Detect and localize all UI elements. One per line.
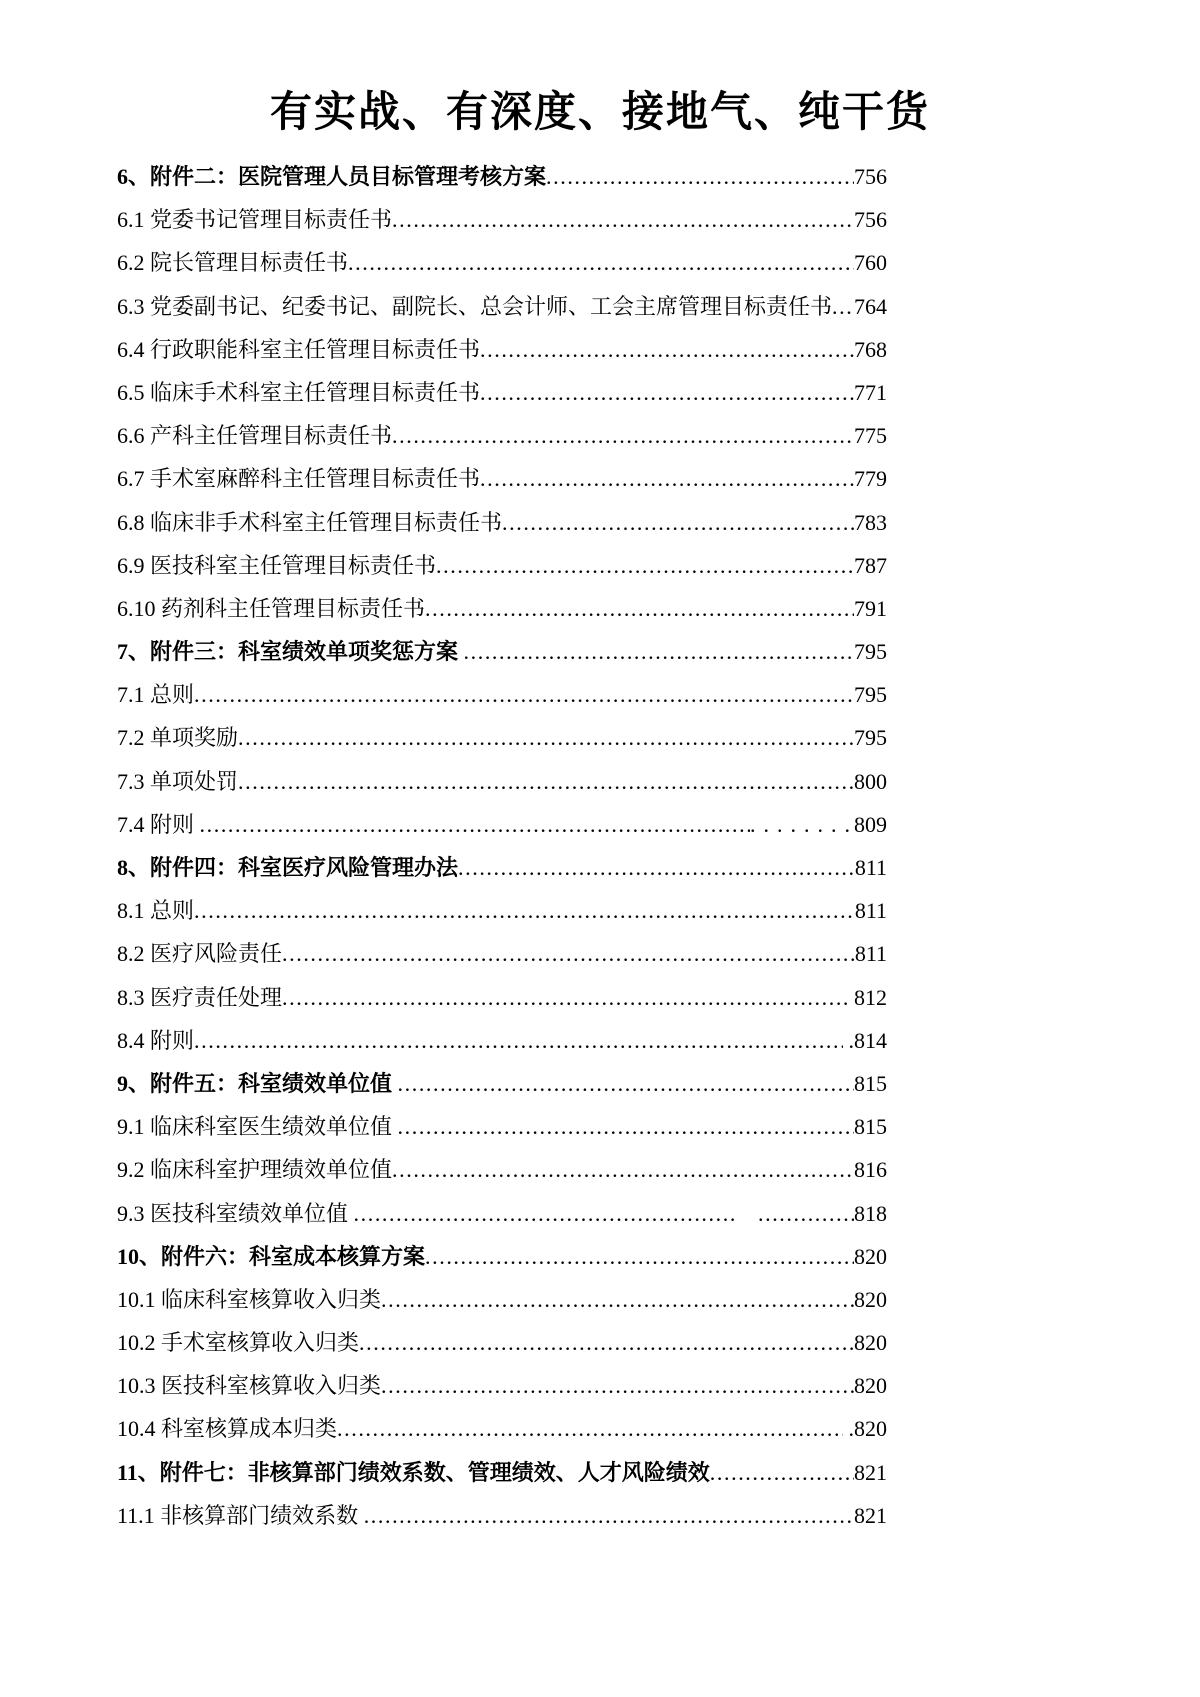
dot-leader (194, 673, 854, 716)
toc-entry-label: 6.10 药剂科主任管理目标责任书 (117, 595, 426, 621)
toc-entry-label: 6.8 临床非手术科室主任管理目标责任书 (117, 509, 503, 535)
toc-entry-label: 9.3 医技科室绩效单位值 (117, 1200, 354, 1226)
toc-entry-page: 787 (854, 552, 887, 578)
toc-entry-page: 811 (854, 855, 887, 880)
toc-entry-label: 7.2 单项奖励 (117, 725, 239, 751)
toc-entry-page: 795 (854, 682, 887, 708)
toc-entry-page: 775 (854, 423, 887, 449)
toc-entry-label: 9、附件五：科室绩效单位值 (117, 1070, 398, 1096)
dot-leader (392, 414, 854, 457)
dot-leader (710, 1451, 854, 1494)
dot-leader (546, 155, 854, 198)
dot-leader (359, 1321, 854, 1364)
toc-entry[interactable] (117, 630, 887, 673)
toc-entry[interactable] (117, 1321, 887, 1364)
toc-entry[interactable] (117, 414, 887, 457)
toc-entry[interactable] (117, 932, 887, 975)
toc-entry-label: 6.6 产科主任管理目标责任书 (117, 423, 393, 449)
toc-entry-label: 10.2 手术室核算收入归类 (117, 1330, 360, 1356)
toc-entry-label: 10.3 医技科室核算收入归类 (117, 1373, 382, 1399)
dot-leader (480, 371, 854, 414)
dot-leader (480, 328, 854, 371)
toc-entry[interactable] (117, 1364, 887, 1407)
toc-entry-label: 9.1 临床科室医生绩效单位值 (117, 1114, 398, 1140)
toc-entry[interactable] (117, 155, 887, 198)
dot-leader (337, 1407, 843, 1450)
dot-leader (238, 760, 854, 803)
toc-entry-label: 7.4 附则 (117, 811, 200, 837)
toc-entry-label: 7.3 单项处罚 (117, 768, 239, 794)
toc-entry-page: 809 (854, 811, 887, 837)
toc-entry[interactable] (117, 976, 887, 1019)
toc-entry[interactable] (117, 1451, 887, 1494)
toc-entry-page: 820 (854, 1286, 887, 1312)
toc-entry[interactable] (117, 1407, 887, 1450)
toc-entry-page: 756 (854, 164, 887, 189)
toc-entry[interactable] (117, 760, 887, 803)
dot-leader (398, 1105, 854, 1148)
toc-entry[interactable] (117, 328, 887, 371)
dot-leader (200, 803, 750, 846)
toc-entry-page: 815 (854, 1070, 887, 1096)
toc-entry[interactable] (117, 1148, 887, 1191)
toc-entry[interactable] (117, 241, 887, 284)
dot-leader (194, 889, 855, 932)
toc-entry-label: 11.1 非核算部门绩效系数 (117, 1502, 364, 1528)
toc-entry-label: 6.9 医技科室主任管理目标责任书 (117, 552, 437, 578)
toc-entry[interactable] (117, 1494, 887, 1537)
dot-leader (282, 932, 855, 975)
toc-entry-page: 815 (854, 1114, 887, 1140)
toc-entry-page: 818 (854, 1200, 887, 1226)
toc-entry-label: 8、附件四：科室医疗风险管理办法 (117, 855, 459, 880)
dot-leader (458, 846, 855, 889)
toc-entry[interactable] (117, 889, 887, 932)
toc-entry-page: 820 (854, 1330, 887, 1356)
toc-entry-page: 821 (854, 1502, 887, 1528)
toc-entry-label: 10.4 科室核算成本归类 (117, 1416, 338, 1442)
toc-entry-page: 779 (854, 466, 887, 492)
toc-entry[interactable] (117, 716, 887, 759)
dot-leader (502, 501, 854, 544)
toc-entry[interactable] (117, 1278, 887, 1321)
toc-entry-label: 8.4 附则 (117, 1027, 195, 1053)
toc-entry[interactable] (117, 457, 887, 500)
toc-entry-label: 7、附件三：科室绩效单项奖惩方案 (117, 639, 464, 665)
toc-entry-page: 812 (848, 984, 887, 1010)
dot-leader (398, 1062, 854, 1105)
dot-leader (425, 1235, 854, 1278)
toc-entry-page: 783 (854, 509, 887, 535)
dot-leader (392, 198, 854, 241)
toc-entry-label: 6.4 行政职能科室主任管理目标责任书 (117, 336, 481, 362)
toc-entry-page: 756 (854, 207, 887, 233)
dot-leader (194, 1019, 843, 1062)
toc-entry-page: 811 (854, 941, 887, 967)
toc-entry[interactable] (117, 285, 887, 328)
toc-entry[interactable] (117, 1062, 887, 1105)
toc-entry[interactable] (117, 1019, 887, 1062)
dot-leader (425, 587, 854, 630)
toc-entry-page: 816 (854, 1157, 887, 1183)
dot-leader (348, 241, 854, 284)
toc-entry[interactable] (117, 1192, 887, 1235)
toc-entry-page: 795 (854, 639, 887, 665)
dot-leader (464, 630, 854, 673)
dot-leader (758, 1192, 854, 1235)
toc-entry-label: 6、附件二：医院管理人员目标管理考核方案 (117, 164, 547, 189)
toc-entry[interactable] (117, 587, 887, 630)
dot-leader-sparse (750, 803, 854, 846)
page-title: 有实战、有深度、接地气、纯干货 (269, 90, 930, 136)
toc-entry-page: 820 (854, 1373, 887, 1399)
dot-leader (364, 1494, 854, 1537)
toc-entry-label: 6.3 党委副书记、纪委书记、副院长、总会计师、工会主席管理目标责任书 (117, 293, 833, 319)
toc-list (117, 155, 887, 1537)
toc-entry-label: 9.2 临床科室护理绩效单位值 (117, 1157, 393, 1183)
toc-entry-page: 821 (854, 1459, 887, 1485)
toc-entry-page: 771 (854, 379, 887, 405)
toc-entry-page: 811 (854, 898, 887, 924)
toc-entry-page: 764 (854, 293, 887, 319)
toc-entry-page: 791 (854, 595, 887, 621)
toc-entry-page: 768 (854, 336, 887, 362)
toc-entry-label: 6.1 党委书记管理目标责任书 (117, 207, 393, 233)
dot-leader (381, 1278, 854, 1321)
toc-entry[interactable] (117, 544, 887, 587)
toc-entry-label: 6.2 院长管理目标责任书 (117, 250, 349, 276)
toc-entry-page: .814 (843, 1027, 887, 1053)
toc-entry-label: 6.7 手术室麻醉科主任管理目标责任书 (117, 466, 481, 492)
toc-entry-page: 795 (854, 725, 887, 751)
dot-leader (480, 457, 854, 500)
toc-entry-label: 6.5 临床手术科室主任管理目标责任书 (117, 379, 481, 405)
dot-leader (354, 1192, 734, 1235)
toc-entry-page: 760 (854, 250, 887, 276)
toc-entry[interactable] (117, 371, 887, 414)
toc-entry-label: 8.3 医疗责任处理 (117, 984, 283, 1010)
dot-leader (238, 716, 854, 759)
dot-leader (392, 1148, 854, 1191)
dot-leader (381, 1364, 854, 1407)
toc-entry[interactable] (117, 673, 887, 716)
toc-entry-label: 8.1 总则 (117, 898, 195, 924)
dot-leader (832, 285, 854, 328)
toc-entry[interactable] (117, 1235, 887, 1278)
toc-entry-page: .820 (843, 1416, 887, 1442)
toc-entry-label: 10、附件六：科室成本核算方案 (117, 1243, 426, 1269)
toc-entry-label: 10.1 临床科室核算收入归类 (117, 1286, 382, 1312)
toc-entry-page: 800 (854, 768, 887, 794)
toc-entry[interactable] (117, 846, 887, 889)
toc-entry[interactable] (117, 501, 887, 544)
toc-entry[interactable] (117, 803, 887, 846)
toc-entry-page: 820 (854, 1243, 887, 1269)
toc-entry[interactable] (117, 1105, 887, 1148)
toc-entry[interactable] (117, 198, 887, 241)
dot-leader (436, 544, 854, 587)
dot-leader (282, 976, 848, 1019)
toc-entry-label: 7.1 总则 (117, 682, 195, 708)
toc-entry-label: 11、附件七：非核算部门绩效系数、管理绩效、人才风险绩效 (117, 1459, 710, 1485)
toc-entry-label: 8.2 医疗风险责任 (117, 941, 283, 967)
